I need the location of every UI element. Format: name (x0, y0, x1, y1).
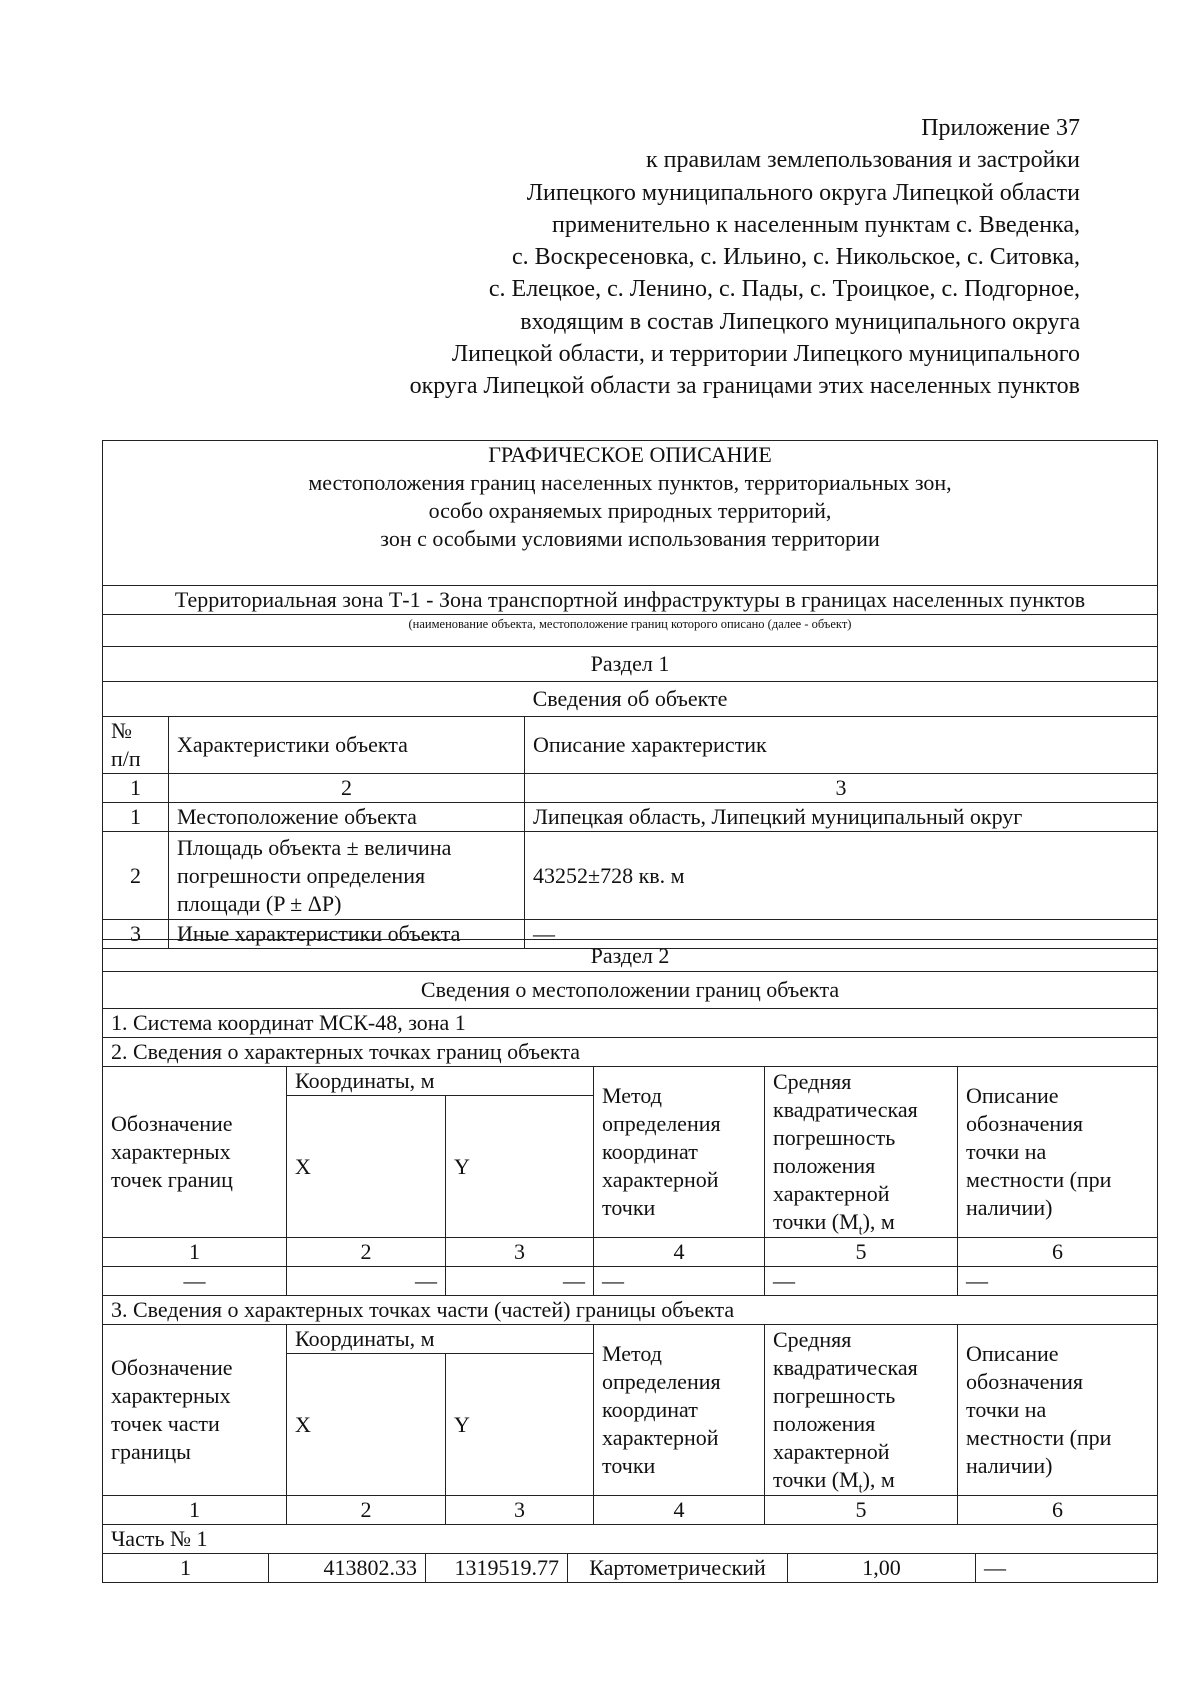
coordinate-system: 1. Система координат МСК-48, зона 1 (103, 1009, 1158, 1038)
num-cell: 6 (958, 1238, 1158, 1267)
row-no: 1 (103, 803, 169, 832)
section1-subtitle: Сведения об объекте (103, 682, 1158, 717)
num-cell: 2 (287, 1238, 446, 1267)
col-method-header: Метод определения координат характерной точки (594, 1325, 765, 1496)
num-cell: 3 (446, 1238, 594, 1267)
col-error-header: Средняя квадратическая погрешность положения характерной точки $(M_t)$, м (765, 1067, 958, 1238)
title-line: местоположения границ населенных пунктов, территориальных зон, (308, 470, 952, 495)
row-no: 2 (103, 832, 169, 920)
section1-block (102, 585, 1158, 949)
col-designation-header: Обозначение характерных точек границ (103, 1067, 287, 1238)
header-line: входящим в состав Липецкого муниципального округа (520, 308, 1080, 335)
header-line: к правилам землепользования и застройки (645, 147, 1080, 174)
empty-cell: — (446, 1267, 594, 1296)
col-coords-header: Координаты, м (287, 1067, 594, 1096)
section2-subtitle: Сведения о местоположении границ объекта (103, 972, 1158, 1009)
num-cell: 4 (594, 1238, 765, 1267)
section2-block (102, 939, 1158, 1583)
part-label: Часть № 1 (103, 1525, 1158, 1554)
part-points-section-title: 3. Сведения о характерных точках части (частей) границы объекта (103, 1296, 1158, 1325)
row-description: — (525, 920, 1158, 949)
col-note-header: Описание обозначения точки на местности (при наличии) (958, 1067, 1158, 1238)
object-section1-table (102, 585, 1158, 949)
section2-table (102, 939, 1158, 1554)
section2-title: Раздел 2 (103, 940, 1158, 972)
num-cell: 5 (765, 1238, 958, 1267)
num-cell: 3 (446, 1496, 594, 1525)
empty-cell: — (287, 1267, 446, 1296)
num-cell: 1 (103, 774, 169, 803)
row-no: 3 (103, 920, 169, 949)
header-line: Липецкой области, и территории Липецкого муниципального (451, 341, 1080, 368)
part-point-x: 413802.33 (269, 1554, 426, 1583)
num-cell: 1 (103, 1496, 287, 1525)
graphic-description-title (102, 440, 1158, 585)
col-method-header: Метод определения координат характерной точки (594, 1067, 765, 1238)
col-designation-part-header: Обозначение характерных точек части границы (103, 1325, 287, 1496)
num-cell: 6 (958, 1496, 1158, 1525)
num-cell: 1 (103, 1238, 287, 1267)
table-row (103, 803, 1158, 832)
part-points-table (102, 1554, 1158, 1583)
empty-cell: — (765, 1267, 958, 1296)
col-coords-header: Координаты, м (287, 1325, 594, 1354)
part-point-note: — (976, 1554, 1158, 1583)
row-description: Липецкая область, Липецкий муниципальный округ (525, 803, 1158, 832)
col-no-header: № п/п (103, 717, 169, 774)
title-heading: ГРАФИЧЕСКОЕ ОПИСАНИЕ (488, 442, 772, 467)
part-point-y: 1319519.77 (426, 1554, 568, 1583)
title-line: зон с особыми условиями использования территории (380, 526, 880, 551)
col-description-header: Описание характеристик (525, 717, 1158, 774)
table-row (103, 1554, 1158, 1583)
object-name: Территориальная зона Т-1 - Зона транспортной инфраструктуры в границах населенных пунктов (103, 586, 1158, 615)
header-line: применительно к населенным пунктам с. Введенка, (552, 211, 1080, 238)
num-cell: 2 (287, 1496, 446, 1525)
col-y-header: Y (446, 1354, 594, 1496)
row-description: 43252±728 кв. м (525, 832, 1158, 920)
header-line: с. Елецкое, с. Ленино, с. Пады, с. Троицкое, с. Подгорное, (488, 276, 1080, 303)
object-name-caption: (наименование объекта, местоположение границ которого описано (далее - объект) (103, 615, 1158, 647)
col-y-header: Y (446, 1096, 594, 1238)
num-cell: 3 (525, 774, 1158, 803)
col-x-header: X (287, 1354, 446, 1496)
header-line: Приложение 37 (921, 115, 1080, 141)
num-cell: 4 (594, 1496, 765, 1525)
header-line: с. Воскресеновка, с. Ильино, с. Никольское, с. Ситовка, (511, 244, 1080, 271)
num-cell: 5 (765, 1496, 958, 1525)
empty-cell: — (594, 1267, 765, 1296)
num-cell: 2 (169, 774, 525, 803)
col-characteristics-header: Характеристики объекта (169, 717, 525, 774)
empty-cell: — (958, 1267, 1158, 1296)
table-row (103, 832, 1158, 920)
part-point-id: 1 (103, 1554, 269, 1583)
col-error-header: Средняя квадратическая погрешность положения характерной точки $(M_t)$, м (765, 1325, 958, 1496)
header-line: округа Липецкой области за границами этих населенных пунктов (409, 373, 1080, 400)
col-x-header: X (287, 1096, 446, 1238)
row-characteristic: Иные характеристики объекта (169, 920, 525, 949)
table-row (103, 1267, 1158, 1296)
empty-cell: — (103, 1267, 287, 1296)
section1-title: Раздел 1 (103, 647, 1158, 682)
title-line: особо охраняемых природных территорий, (428, 498, 832, 523)
row-characteristic: Площадь объекта ± величина погрешности определения площади (P ± ΔP) (169, 832, 525, 920)
appendix-header (220, 112, 1080, 403)
points-section-title: 2. Сведения о характерных точках границ объекта (103, 1038, 1158, 1067)
row-characteristic: Местоположение объекта (169, 803, 525, 832)
part-point-error: 1,00 (788, 1554, 976, 1583)
header-line: Липецкого муниципального округа Липецкой области (526, 179, 1080, 206)
part-point-method: Картометрический (568, 1554, 788, 1583)
col-note-header: Описание обозначения точки на местности (при наличии) (958, 1325, 1158, 1496)
